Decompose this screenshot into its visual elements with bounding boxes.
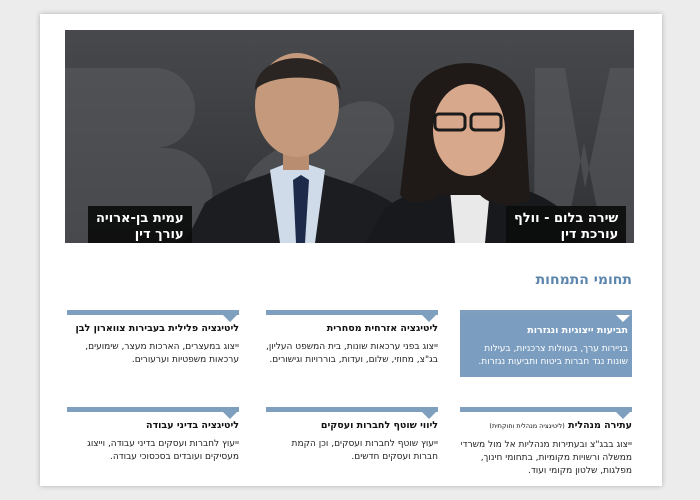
area-desc: ייעוץ לחברות ועסקים בדיני עבודה, וייצוג מעסיקים ועובדים בסכסוכי עבודה. — [87, 439, 239, 462]
area-desc: ייצוג בפני ערכאות שונות, בית המשפט העליון, בג"צ, מחוזי, שלום, ועדות, בוררויות וגישורים. — [265, 342, 438, 365]
area-title: ליווי שוטף לחברות ועסקים — [320, 420, 438, 431]
area-desc: ייצוג במעצרים, הארכות מעצר, שימועים, ערכאות משפטיות וערעורים. — [85, 342, 239, 365]
area-desc: ייעוץ שוטף לחברות ועסקים, וכן הקמת חברות ועסקים חדשים. — [291, 439, 438, 462]
nameplate-shira — [506, 206, 626, 243]
area-white-collar[interactable] — [67, 310, 239, 367]
area-title-note: (ליטיגציה מנהלית וחוקתית) — [489, 422, 565, 430]
area-title: ליטיגציה אזרחית מסחרית — [326, 323, 438, 334]
caret-down-icon — [616, 412, 630, 419]
area-desc: בניירות ערך, בעוולות צרכניות, בעילות שונות נגד חברות ביטוח ותביעות נגזרות. — [478, 344, 628, 367]
person-role: עורכת דין — [560, 227, 619, 242]
area-class-actions[interactable] — [460, 310, 632, 377]
area-title: ליטיגציה בדיני עבודה — [146, 420, 239, 431]
area-bar — [460, 407, 632, 412]
area-bar — [67, 407, 239, 412]
area-title: תביעות ייצוגיות ונגזרות — [527, 325, 628, 336]
area-corporate-support[interactable] — [266, 407, 438, 464]
area-bar — [266, 310, 438, 315]
area-title: ליטיגציה פלילית בעבירות צווארון לבן — [75, 323, 239, 334]
area-labor-litigation[interactable] — [67, 407, 239, 464]
area-bar — [460, 310, 632, 315]
hero-banner — [65, 30, 634, 243]
page-card — [40, 14, 662, 486]
caret-down-icon — [616, 315, 630, 322]
area-civil-litigation[interactable] — [266, 310, 438, 367]
caret-down-icon — [223, 412, 237, 419]
area-administrative-petition[interactable] — [460, 407, 632, 478]
caret-down-icon — [422, 412, 436, 419]
area-desc: ייצוג בבג"צ ובעתירות מנהליות אל מול משרדי ממשלה ורשויות מקומיות, בתחומי חינוך, מפלגות, שלטון מקומי ועוד. — [460, 440, 632, 476]
person-name: שירה בלום - וולף — [514, 211, 619, 226]
caret-down-icon — [422, 315, 436, 322]
caret-down-icon — [223, 315, 237, 322]
area-bar — [67, 310, 239, 315]
area-title — [460, 419, 632, 433]
area-box — [460, 315, 632, 377]
area-bar — [266, 407, 438, 412]
person-name: עמית בן-ארויה — [96, 211, 184, 226]
area-title-text: עתירה מנהלית — [568, 420, 632, 431]
nameplate-amit — [88, 206, 192, 243]
section-title: תחומי התמחות — [535, 272, 632, 288]
person-role: עורך דין — [134, 227, 184, 242]
